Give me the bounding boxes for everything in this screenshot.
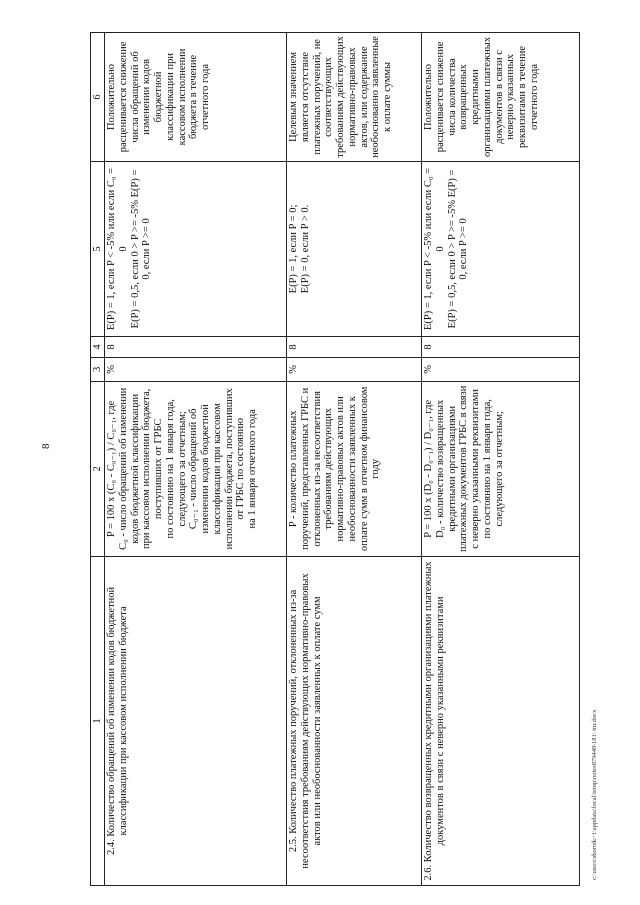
comment-cell: Целевым значением является отсутствие платежных поручений, не соответствующих требованиям действующих нормативно-правовых актов, или содержание необоснованно заявленные к оплате суммы — [287, 33, 422, 162]
formula-line: P - количество платежных поручений, представленных ГРБС и отклоненных из-за несоответствия требованиям действующих нормативно-правовых актов или необоснованности заявленных к оплате сумм в отчетном финансовом году — [288, 386, 382, 552]
column-header-5: 5 — [91, 161, 105, 336]
formula-cell — [422, 381, 580, 556]
column-header-6: 6 — [91, 33, 105, 162]
table-row — [287, 33, 422, 886]
column-header-2: 2 — [91, 381, 105, 556]
formula-line: C₀₋₁ - число обращений об изменении кодов бюджетной классификации при кассовом исполнении бюджета, поступивших от ГРБС по состоянию — [188, 388, 247, 550]
formula-line: D₀ - количество возвращенных кредитными организациями платежных документов ГРБС в связи с неверно указанными реквизитами по состоянию на 1 января года, следующего за отчетным; — [434, 385, 505, 552]
unit-cell: % — [105, 357, 287, 381]
header-row — [91, 33, 105, 886]
evaluation-line: E(P) = 0,5, если 0 > P >= -5% E(P) = 0, если P >= 0 — [446, 169, 470, 329]
formula-line: на 1 января отчетного года — [247, 409, 258, 529]
unit-cell: % — [287, 357, 422, 381]
indicator-cell: 2.4. Количество обращений об изменении кодов бюджетной классификации при кассовом исполнении бюджета — [105, 556, 287, 885]
formula-line: P = 100 x (C₀ - C₀₋₁) / C₀₋₁, где — [106, 400, 117, 537]
rotated-table-container — [90, 32, 580, 886]
footer-file-path: c:\users\sbornik~1\appdata\local\temp\notes879449\181\ tm.docx — [591, 709, 598, 880]
formula-cell — [105, 381, 287, 556]
column-header-1: 1 — [91, 556, 105, 885]
comment-cell: Положительно расценивается снижение числа количества возвращенных кредитными организациями платежных документов в связи с неверно указанных реквизитами в течение отчетного года — [422, 33, 580, 162]
formula-cell — [287, 381, 422, 556]
evaluation-cell — [422, 161, 580, 336]
comment-cell: Положительно расценивается снижение числа обращений об изменении кодов бюджетной классификации при кассовом исполнении бюджета в течение отчетного года — [105, 33, 287, 162]
table-row — [105, 33, 287, 886]
evaluation-line: E(P) = 1, если P < -5% или если C₀ = 0 — [106, 167, 129, 330]
formula-line: по состоянию на 1 января года, следующего за отчетным; — [164, 399, 188, 539]
weight-cell: 8 — [287, 336, 422, 357]
column-header-3: 3 — [91, 357, 105, 381]
indicators-table — [90, 32, 580, 886]
formula-line: C₀ - число обращений об изменении кодов бюджетной классификации при кассовом исполнении бюджета, поступивших от ГРБС — [117, 387, 164, 550]
evaluation-cell — [287, 161, 422, 336]
evaluation-line: E(P) = 0,5, если 0 > P >= -5% E(P) = 0, если P >= 0 — [129, 169, 153, 329]
column-header-4: 4 — [91, 336, 105, 357]
table-row — [422, 33, 580, 886]
evaluation-line: E(P) = 1, если P < -5% или если C₀ = 0 — [423, 167, 446, 330]
indicator-cell: 2.6. Количество возвращенных кредитными организациями платежных документов в связи с неверно указанными реквизитами — [422, 556, 580, 885]
evaluation-line: E(P) = 0, если P > 0. — [299, 204, 311, 294]
formula-line: P = 100 x (D₀ - D₀₋₁) / D₀₋₁, где — [423, 399, 434, 538]
page-number: 8 — [40, 443, 52, 449]
weight-cell: 8 — [422, 336, 580, 357]
indicator-cell: 2.5. Количество платежных поручений, отклоненных из-за несоответствия требованиям действующих нормативно-правовых актов или необоснованности заявленных к оплате сумм — [287, 556, 422, 885]
evaluation-cell — [105, 161, 287, 336]
evaluation-line: E(P) = 1, если P = 0; — [288, 204, 299, 294]
weight-cell: 8 — [105, 336, 287, 357]
unit-cell: % — [422, 357, 580, 381]
